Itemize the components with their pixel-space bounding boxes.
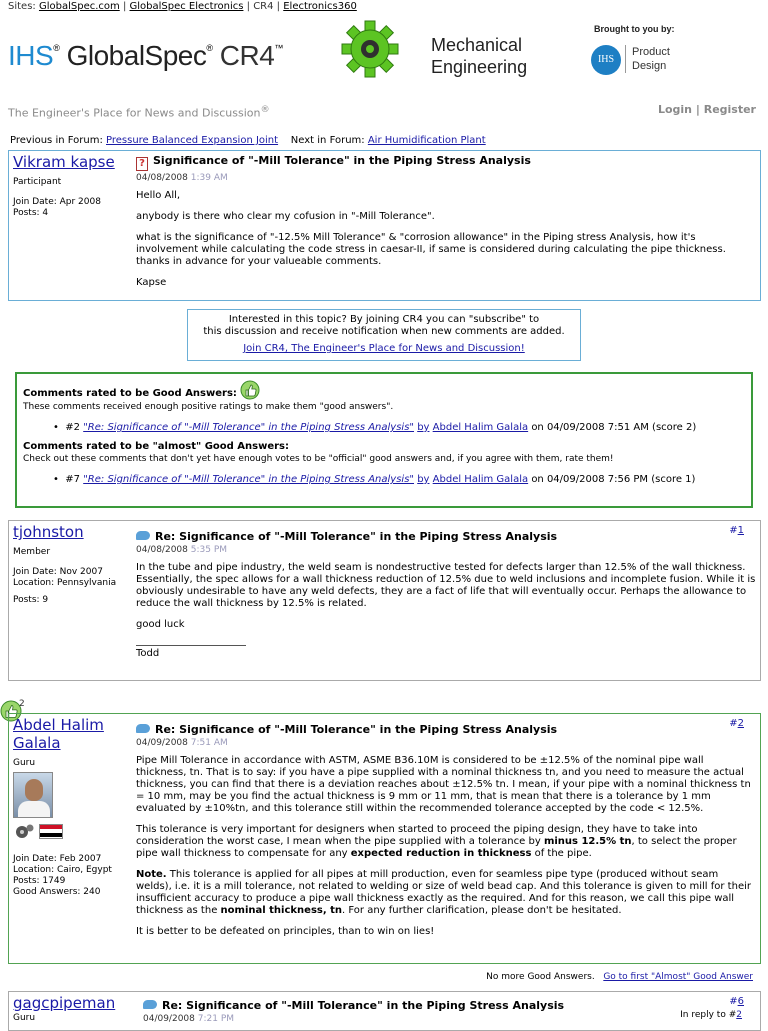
post-date-time: 7:51 AM xyxy=(190,738,228,748)
post-title-text: Re: Significance of "-Mill Tolerance" in the Piping Stress Analysis xyxy=(155,530,558,543)
post-title-text: Re: Significance of "-Mill Tolerance" in the Piping Stress Analysis xyxy=(162,999,565,1012)
good-answers-box xyxy=(15,372,753,508)
separator: | xyxy=(246,1,250,12)
post-title xyxy=(136,155,756,171)
post-author xyxy=(13,153,131,219)
post-title xyxy=(136,531,756,543)
good-answers-desc: These comments received enough positive ratings to make them "good answers". xyxy=(23,402,394,412)
separator: | xyxy=(276,1,281,12)
logo-tm: ™ xyxy=(274,43,283,53)
post-paragraph: anybody is there who clear my cofusion in "-Mill Tolerance". xyxy=(136,211,435,222)
author-role: Guru xyxy=(13,1013,36,1023)
comment-bubble-icon xyxy=(136,531,150,540)
tagline xyxy=(8,104,270,120)
almost-good-num: #7 xyxy=(65,474,81,485)
post-paragraph xyxy=(136,824,756,860)
reply-prefix: # xyxy=(728,1010,737,1020)
egypt-flag-icon xyxy=(39,824,63,839)
post-content xyxy=(136,155,756,298)
post-paragraph: In the tube and pipe industry, the weld seam is nondestructive tested for defects larger than 12.5% of the wall thickness. Essentially, the spec allows for a wall thickness reduction of 12.5% due to weld inclusions and incomplete fusion. While it is obviously undesirable to have any weld defects, they are a fact of life that will eventually occur. Perhaps the allowance to reduce the wall thickness by 12.5% is related. xyxy=(136,562,756,609)
comment-6 xyxy=(8,991,761,1031)
tagline-text: The Engineer's Place for News and Discussion xyxy=(8,106,261,120)
comment-number-prefix: # xyxy=(729,718,738,729)
good-answer-link[interactable]: "Re: Significance of "-Mill Tolerance" in the Piping Stress Analysis" xyxy=(83,422,415,433)
author-username[interactable]: Vikram kapse xyxy=(13,153,115,171)
logo-globalspec: GlobalSpec xyxy=(66,40,207,71)
post-paragraph: good luck xyxy=(136,619,185,630)
register-link[interactable]: Register xyxy=(703,103,756,116)
comment-number-link[interactable]: 2 xyxy=(737,718,744,729)
author-location: Location: Pennsylvania xyxy=(13,578,117,588)
text-run: , to select the proper pipe wall thickness to compensate for any xyxy=(136,836,737,859)
text-bold: nominal thickness, tn xyxy=(220,905,343,916)
text-run: This tolerance is applied for all pipes at mill production, even for seamless pipe type (produced without seam welds), i.e. it is a mill tolerance, not related to welding or size of weld bead cap. And this tolerance is given to mill for their insufficient accuracy to produce a pipe wall thickness exactly as the required. And for this reason, we call this pipe wall thickness as the xyxy=(136,869,751,916)
next-label: Next in Forum: xyxy=(290,135,365,146)
comment-bubble-icon xyxy=(136,724,150,733)
sites-label: Sites: xyxy=(8,1,36,12)
prev-label: Previous in Forum: xyxy=(10,135,103,146)
logo-ihs: IHS xyxy=(8,40,54,71)
post-content xyxy=(143,1000,763,1031)
post-date xyxy=(136,544,756,556)
post-signature: Todd xyxy=(136,645,246,660)
site-cr4: CR4 xyxy=(253,1,274,12)
author-meta xyxy=(13,197,131,219)
post-paragraph: Pipe Mill Tolerance in accordance with ASTM, ASME B36.10M is considered to be ±12.5% of the nominal pipe wall thickness, tn. That is to say: if you have a pipe supplied with a nominal thickness tn, and you need to measure the actual thickness, you can find that there is a deviation reaches about ±12.5% tn. I mean, if your pipe with a nominal thickness tn = 10 mm, may be you find the actual thickness is 9 mm or 11 mm, that is mean that there is a tolerance by 1 mm evaluated by ±10%tn, and this tolerance still within the recommended tolerance accepted by the code < 12.5%. xyxy=(136,755,751,814)
post-date-day: 04/09/2008 xyxy=(143,1014,195,1024)
section-title-line2: Engineering xyxy=(431,57,528,77)
sponsor-line2: Design xyxy=(632,60,667,72)
post-paragraph xyxy=(136,869,756,917)
good-answer-author[interactable]: Abdel Halim Galala xyxy=(432,422,529,433)
site-link-electronics360[interactable]: Electronics360 xyxy=(283,1,357,12)
sponsor-label: Brought to you by: xyxy=(594,24,675,34)
ihs-sponsor-logo[interactable]: IHS xyxy=(591,45,621,75)
reply-to-link[interactable]: 2 xyxy=(736,1010,742,1020)
comment-2 xyxy=(8,713,761,964)
post-title xyxy=(143,1000,763,1012)
site-link-electronics[interactable]: GlobalSpec Electronics xyxy=(129,1,244,12)
join-text-line2: this discussion and receive notification when new comments are added. xyxy=(203,326,565,337)
next-thread-link[interactable]: Air Humidification Plant xyxy=(367,135,486,146)
good-answer-author-by[interactable]: by xyxy=(417,422,430,433)
separator: | xyxy=(122,1,127,12)
author-posts: Posts: 1749 xyxy=(13,876,66,886)
author-role: Participant xyxy=(13,177,62,187)
text-run: of the pipe. xyxy=(534,848,592,859)
comment-1 xyxy=(8,520,761,681)
author-badges xyxy=(13,822,131,840)
good-answers-heading xyxy=(23,380,745,400)
post-author xyxy=(13,716,131,898)
good-answers-nav xyxy=(486,972,753,982)
post-date xyxy=(136,172,756,184)
question-icon: ? xyxy=(136,157,148,171)
text-bold: minus 12.5% tn xyxy=(543,836,632,847)
post-date-day: 04/08/2008 xyxy=(136,173,188,183)
text-bold: Note. xyxy=(136,869,167,880)
post-title xyxy=(136,724,756,736)
almost-good-desc: Check out these comments that don't yet have enough votes to be "official" good answers and, if you agree with them, rate them! xyxy=(23,454,614,464)
author-username[interactable]: tjohnston xyxy=(13,523,84,541)
text-bold: expected reduction in thickness xyxy=(350,848,532,859)
logo-cr4: CR4 xyxy=(219,40,275,71)
sponsor-line1: Product xyxy=(632,46,670,58)
text-run: This tolerance is very important for designers when started to proceed the piping design, they have to take into consideration the worst case, I mean when the pipe supplied with a tolerance by xyxy=(136,824,698,847)
sponsor-product-design[interactable] xyxy=(625,45,670,73)
author-join-date: Join Date: Apr 2008 xyxy=(13,197,101,207)
post-signature: Kapse xyxy=(136,277,167,288)
post-author xyxy=(13,994,131,1023)
reply-label: In reply to xyxy=(680,1010,726,1020)
original-post xyxy=(8,150,761,301)
tagline-reg: ® xyxy=(260,104,270,115)
good-answer-tail: on 04/09/2008 7:51 AM (score 2) xyxy=(531,422,697,433)
section-title-line1: Mechanical xyxy=(431,35,523,55)
comment-number-link[interactable]: 1 xyxy=(737,525,744,536)
post-signature: It is better to be defeated on principles, than to win on lies! xyxy=(136,926,435,937)
post-date-day: 04/09/2008 xyxy=(136,738,188,748)
text-run: . For any further clarification, please don't be hesitated. xyxy=(342,905,622,916)
comment-bubble-icon xyxy=(143,1000,157,1009)
author-posts: Posts: 4 xyxy=(13,208,49,218)
logo-reg: ® xyxy=(206,43,213,53)
gear-badge-icon xyxy=(13,822,35,840)
join-cr4-link[interactable]: Join CR4, The Engineer's Place for News and Discussion! xyxy=(243,343,525,354)
author-username[interactable]: Abdel Halim Galala xyxy=(13,716,104,752)
forum-navigation xyxy=(10,135,486,146)
post-title-text: Significance of "-Mill Tolerance" in the Piping Stress Analysis xyxy=(153,154,531,167)
author-good-answers: Good Answers: 240 xyxy=(13,887,101,897)
post-date-day: 04/08/2008 xyxy=(136,545,188,555)
post-date-time: 5:35 PM xyxy=(190,545,228,555)
author-join-date: Join Date: Nov 2007 xyxy=(13,567,103,577)
comment-number-prefix: # xyxy=(729,525,738,536)
post-author xyxy=(13,523,131,606)
sites-bar xyxy=(8,1,357,12)
join-text-line1: Interested in this topic? By joining CR4 you can "subscribe" to xyxy=(228,314,540,325)
almost-good-tail: on 04/09/2008 7:56 PM (score 1) xyxy=(531,474,696,485)
author-role: Member xyxy=(13,547,51,557)
post-date xyxy=(143,1013,763,1025)
first-almost-good-link[interactable]: Go to first "Almost" Good Answer xyxy=(603,972,753,982)
post-content xyxy=(136,531,756,660)
good-answers-heading-text: Comments rated to be Good Answers: xyxy=(23,388,237,399)
author-meta xyxy=(13,854,131,898)
post-date xyxy=(136,737,756,749)
join-cr4-box xyxy=(187,309,581,361)
separator: | xyxy=(695,103,700,116)
almost-good-item: • #7 "Re: Significance of "-Mill Tolerance" in the Piping Stress Analysis" by Abdel Halim Galala on 04/09/2008 7:56 PM (score 1) xyxy=(53,474,696,485)
author-join-date: Join Date: Feb 2007 xyxy=(13,854,102,864)
author-location: Location: Cairo, Egypt xyxy=(13,865,112,875)
author-username[interactable]: gagcpipeman xyxy=(13,994,116,1012)
comment-number-link[interactable]: 6 xyxy=(737,996,744,1007)
good-answer-item: • #2 "Re: Significance of "-Mill Tolerance" in the Piping Stress Analysis" by Abdel Halim Galala on 04/09/2008 7:51 AM (score 2) xyxy=(53,422,697,433)
post-date-time: 7:21 PM xyxy=(197,1014,235,1024)
post-paragraph: what is the significance of "-12.5% Mill Tolerance" & "corrosion allowance" in the Piping stress Analysis, how it's involvement while calculating the code stress in caesar-II, if same is considered during calculating the pipe thickness. thanks in advance for your valueable comments. xyxy=(136,232,726,267)
gear-icon xyxy=(341,20,399,78)
post-paragraph: Hello All, xyxy=(136,190,181,201)
post-date-time: 1:39 AM xyxy=(190,173,228,183)
section-title-mechanical-engineering xyxy=(431,34,527,78)
good-answer-num: #2 xyxy=(65,422,81,433)
almost-good-author[interactable]: Abdel Halim Galala xyxy=(432,474,529,485)
author-posts: Posts: 9 xyxy=(13,595,49,605)
post-title-text: Re: Significance of "-Mill Tolerance" in the Piping Stress Analysis xyxy=(155,723,558,736)
prev-thread-link[interactable]: Pressure Balanced Expansion Joint xyxy=(106,135,279,146)
author-meta xyxy=(13,567,131,606)
post-content xyxy=(136,724,756,938)
author-avatar[interactable] xyxy=(13,772,53,818)
good-answer-count: 2 xyxy=(19,699,25,709)
login-link[interactable]: Login xyxy=(657,103,692,116)
comment-number-prefix: # xyxy=(729,996,738,1007)
site-link-globalspec[interactable]: GlobalSpec.com xyxy=(38,1,120,12)
almost-good-author-by[interactable]: by xyxy=(417,474,430,485)
logo-reg: ® xyxy=(53,43,60,53)
almost-good-heading: Comments rated to be "almost" Good Answers: xyxy=(23,441,290,452)
no-more-good-answers: No more Good Answers. xyxy=(486,972,595,982)
almost-good-link[interactable]: "Re: Significance of "-Mill Tolerance" in the Piping Stress Analysis" xyxy=(83,474,415,485)
globalspec-cr4-logo[interactable] xyxy=(8,40,283,72)
author-role: Guru xyxy=(13,758,36,768)
auth-links xyxy=(658,103,756,116)
thumbs-up-icon xyxy=(240,380,260,400)
